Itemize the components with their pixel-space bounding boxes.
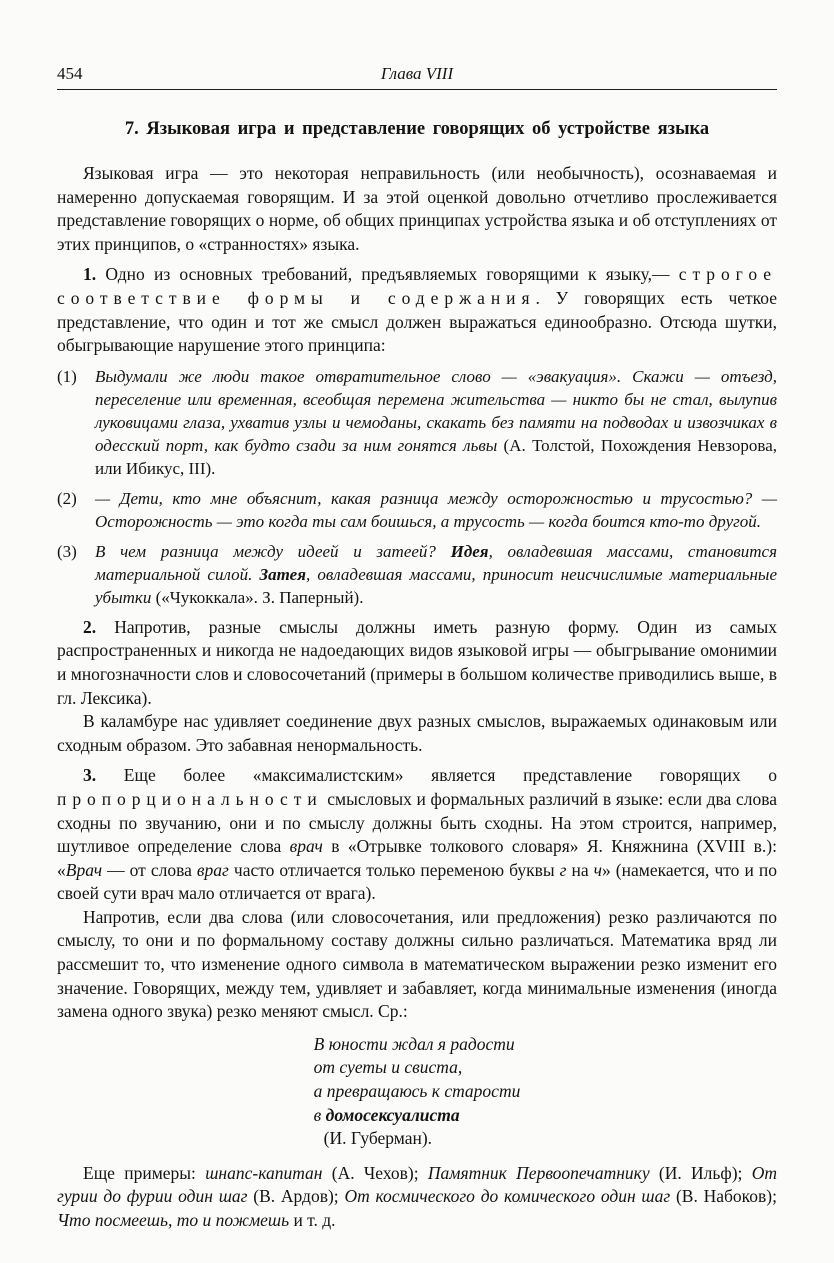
paragraph-naprotiv: Напротив, если два слова (или словосочетания, или предложения) резко различаются по смыслу, то они и по формальному составу должны сильно различаться. Математика вряд ли рассмешит то, что изменение одного символа в математическом выражении резко изменит его значение. Говорящих, между тем, удивляет и забавляет, когда минимальные изменения (иногда замена одного звука) резко меняют смысл. Ср.: xyxy=(57,906,777,1022)
example-number: (2) xyxy=(57,488,77,508)
paragraph-kalambur: В каламбуре нас удивляет соединение двух разных смыслов, выражаемых одинаковым или сходным образом. Это забавная ненормальность. xyxy=(57,711,777,755)
paragraph-intro: Языковая игра — это некоторая неправильность (или необычность), осознаваемая и намеренно допускаемая говорящим. И за этой оценкой довольно отчетливо прослеживается представление говорящих о норме, об общих принципах устройства языка и об отступлениях от этих принципов, о «странностях» языка. xyxy=(57,163,777,254)
section-title: 7. Языковая игра и представление говорящих об устройстве языка xyxy=(124,119,710,139)
paragraph-point3: 3. Еще более «максималистским» является представление говорящих о пропорциональности смысловых и формальных различий в языке: если два слова сходны по звучанию, они и по смыслу должны быть сходны. На этом строится, например, шутливое определение слова врач в «Отрывке толкового словаря» Я. Княжнина (XVIII в.): «Врач — от слова враг часто отличается только переменою буквы г на ч» (намекается, что и по своей сути врач мало отличается от врага). xyxy=(57,765,777,904)
example-2 xyxy=(57,487,777,533)
paragraph-point2: 2. Напротив, разные смыслы должны иметь разную форму. Один из самых распространенных и никогда не надоедающих видов языковой игры — обыгрывание омонимии и многозначности слов и словосочетаний (примеры в большом количестве приводились выше, в гл. Лексика). xyxy=(57,616,777,708)
verse-line: от суеты и свиста, xyxy=(313,1057,463,1078)
example-1 xyxy=(57,365,777,480)
paragraph-final: Еще примеры: шнапс-капитан (А. Чехов); Памятник Первоопечатнику (И. Ильф); От гурии до фурии один шаг (В. Ардов); От космического до комического один шаг (В. Набоков); Что посмеешь, то и пожмешь и т. д. xyxy=(57,1162,777,1230)
verse-block xyxy=(57,1033,777,1151)
paragraph-point1: 1. Одно из основных требований, предъявляемых говорящими к языку,— строгое соответствие формы и содержания. У говорящих есть четкое представление, что один и тот же смысл должен выражаться единообразно. Отсюда шутки, обыгрывающие нарушение этого принципа: xyxy=(57,264,778,356)
chapter-title: Глава VIII xyxy=(380,64,454,83)
verse-line: а превращаюсь к старости xyxy=(313,1081,521,1102)
verse-line: В юности ждал я радости xyxy=(313,1033,515,1054)
example-number: (3) xyxy=(57,541,77,561)
example-3 xyxy=(57,540,777,609)
example-text: В чем разница между идеей и затеей? Идея, овладевшая массами, становится материальной силой. Затея, овладевшая массами, приносит неисчислимые материальные убытки («Чукоккала». З. Паперный). xyxy=(95,541,778,607)
verse-line: в домосексуалиста xyxy=(313,1104,460,1125)
example-number: (1) xyxy=(57,366,77,386)
page-header xyxy=(57,64,777,90)
verse-attribution: (И. Губерман). xyxy=(323,1128,433,1149)
page-number: 454 xyxy=(57,64,83,83)
example-text: — Дети, кто мне объяснит, какая разница между осторожностью и трусостью? — Осторожность — это когда ты сам боишься, а трусость — когда боится кто-то другой. xyxy=(95,488,777,531)
example-text: Выдумали же люди такое отвратительное слово — «эвакуация». Скажи — отъезд, переселение или временная, всеобщая перемена жительства — никто бы не стал, вылупив луковицами глаза, ухватив узлы и чемоданы, скакать без памяти на подводах и извозчиках в одесский порт, как будто сзади за ним гонятся львы (А. Толстой, Похождения Невзорова, или Ибикус, III). xyxy=(95,366,777,478)
verse xyxy=(314,1033,521,1151)
